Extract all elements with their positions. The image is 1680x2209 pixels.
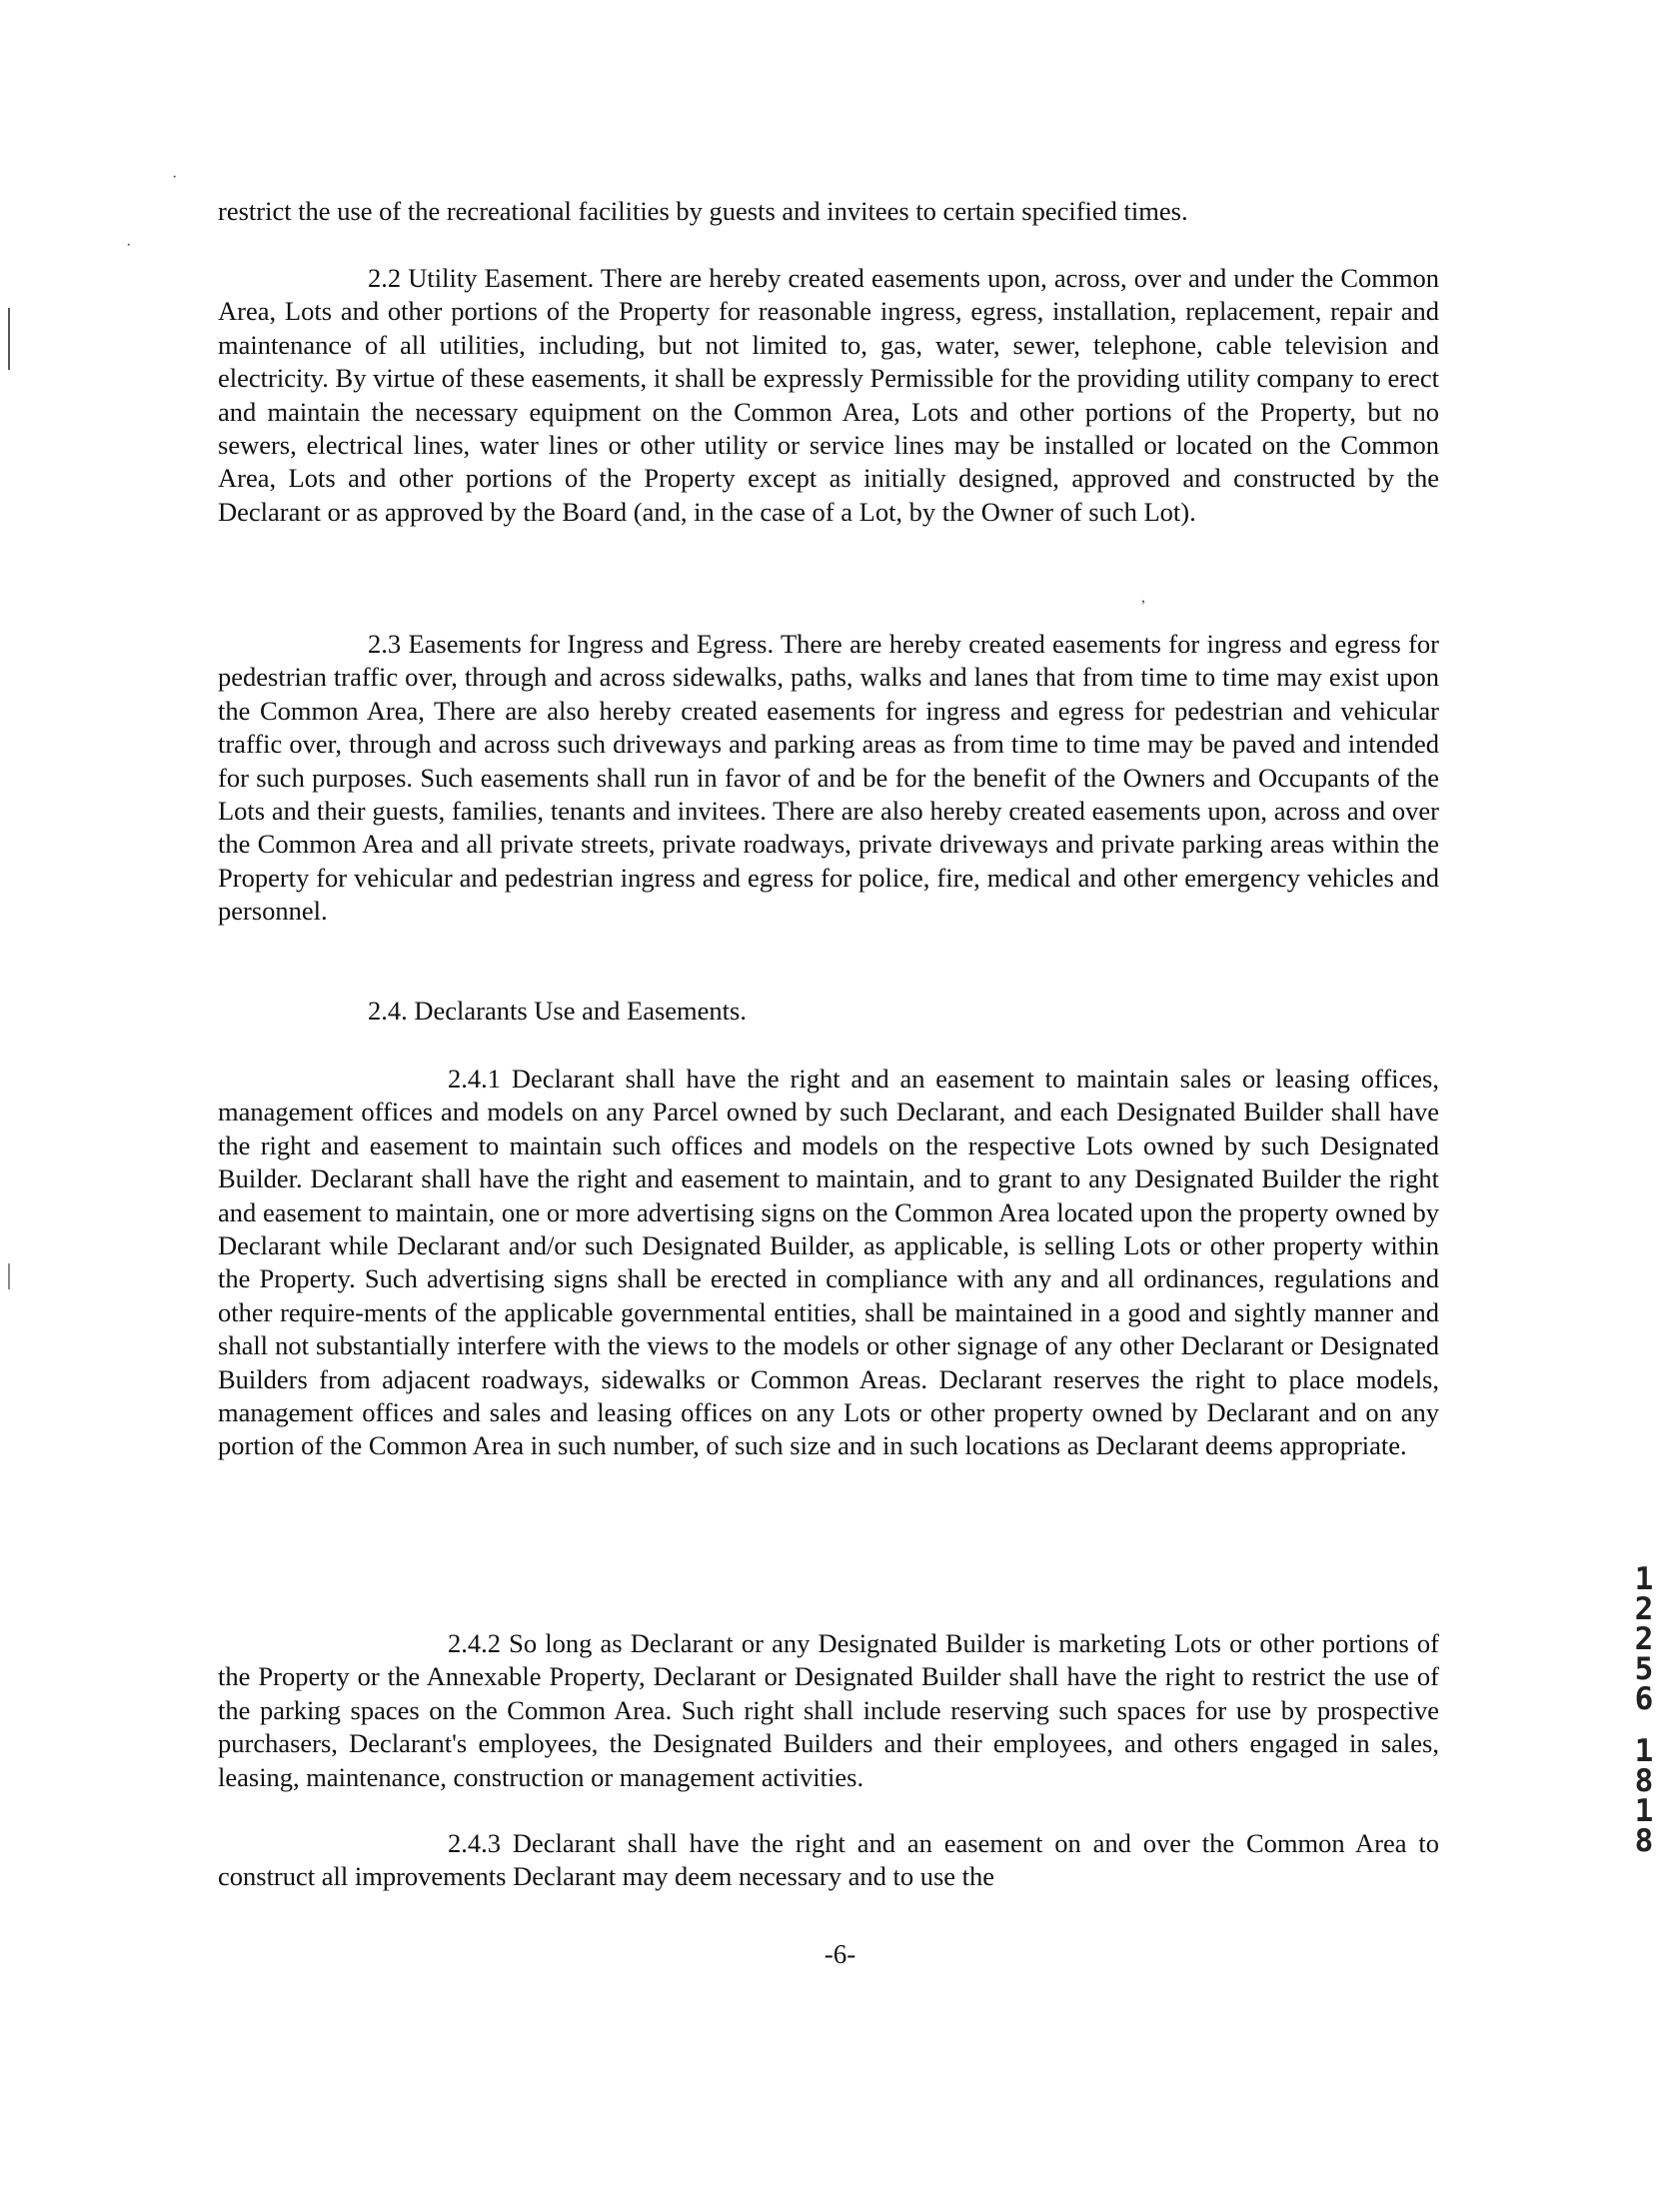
stamp-digit: 1 [1634,1793,1654,1829]
heading-2-4-declarants-use: 2.4. Declarants Use and Easements. [368,996,747,1026]
scan-speck: · [126,237,132,254]
scan-speck: · [172,169,178,186]
scan-line-mark [8,308,10,370]
scan-line-mark [8,1263,10,1289]
paragraph-continuation: restrict the use of the recreational facilities by guests and invitees to certain specified times. [218,196,1188,226]
paragraph-2-2-utility-easement: 2.2 Utility Easement. There are hereby created easements upon, across, over and under the Common Area, Lots and other portions of the Property for reasonable ingress, egress, installation, replacement, repair and maintenance of all utilities, including, but not limited to, gas, water, sewer, telephone, cable television and electricity. By virtue of these easements, it shall be expressly Permissible for the providing utility company to erect and maintain the necessary equipment on the Common Area, Lots and other portions of the Property, but no sewers, electrical lines, water lines or other utility or service lines may be installed or located on the Common Area, Lots and other portions of the Property except as initially designed, approved and constructed by the Declarant or as approved by the Board (and, in the case of a Lot, by the Owner of such Lot). [218,263,1439,527]
recording-number-stamp [1627,1561,1661,1859]
stamp-digit: 2 [1634,1621,1654,1657]
stamp-digit: 8 [1634,1763,1654,1799]
paragraph-2-4-3: 2.4.3 Declarant shall have the right and an easement on and over the Common Area to construct all improvements Declarant may deem necessary and to use the [218,1828,1439,1892]
stamp-digit: 5 [1634,1651,1654,1687]
scan-speck: , [1141,589,1145,606]
stamp-digit: 1 [1634,1733,1654,1769]
paragraph-2-3-ingress-egress: 2.3 Easements for Ingress and Egress. There are hereby created easements for ingress and egress for pedestrian traffic over, through and across sidewalks, paths, walks and lanes that from time to time may exist upon the Common Area, There are also hereby created easements for ingress and egress for pedestrian and vehicular traffic over, through and across such driveways and parking areas as from time to time may be paved and intended for such purposes. Such easements shall run in favor of and be for the benefit of the Owners and Occupants of the Lots and their guests, families, tenants and invitees. There are also hereby created easements upon, across and over the Common Area and all private streets, private roadways, private driveways and private parking areas within the Property for vehicular and pedestrian ingress and egress for police, fire, medical and other emergency vehicles and personnel. [218,629,1439,927]
paragraph-2-4-2: 2.4.2 So long as Declarant or any Designated Builder is marketing Lots or other portions of the Property or the Annexable Property, Declarant or Designated Builder shall have the right to restrict the use of the parking spaces on the Common Area. Such right shall include reserving such spaces for use by prospective purchasers, Declarant's employees, the Designated Builders and their employees, and others engaged in sales, leasing, maintenance, construction or management activities. [218,1628,1439,1792]
stamp-digit: 1 [1634,1561,1654,1597]
stamp-digit: 8 [1634,1823,1654,1859]
paragraph-2-4-1: 2.4.1 Declarant shall have the right and an easement to maintain sales or leasing offices, management offices and models on any Parcel owned by such Declarant, and each Designated Builder shall have the right and easement to maintain such offices and models on the respective Lots owned by such Designated Builder. Declarant shall have the right and easement to maintain, and to grant to any Designated Builder the right and easement to maintain, one or more advertising signs on the Common Area located upon the property owned by Declarant while Declarant and/or such Designated Builder, as applicable, is selling Lots or other property within the Property. Such advertising signs shall be erected in compliance with any and all ordinances, regulations and other require-ments of the applicable governmental entities, shall be maintained in a good and sightly manner and shall not substantially interfere with the views to the models or other signage of any other Declarant or Designated Builders from adjacent roadways, sidewalks or Common Areas. Declarant reserves the right to place models, management offices and sales and leasing offices on any Lots or other property owned by Declarant and on any portion of the Common Area in such number, of such size and in such locations as Declarant deems appropriate. [218,1064,1439,1461]
page-number: -6- [824,1939,856,1969]
stamp-digit: 6 [1634,1681,1654,1717]
stamp-digit: 2 [1634,1591,1654,1627]
